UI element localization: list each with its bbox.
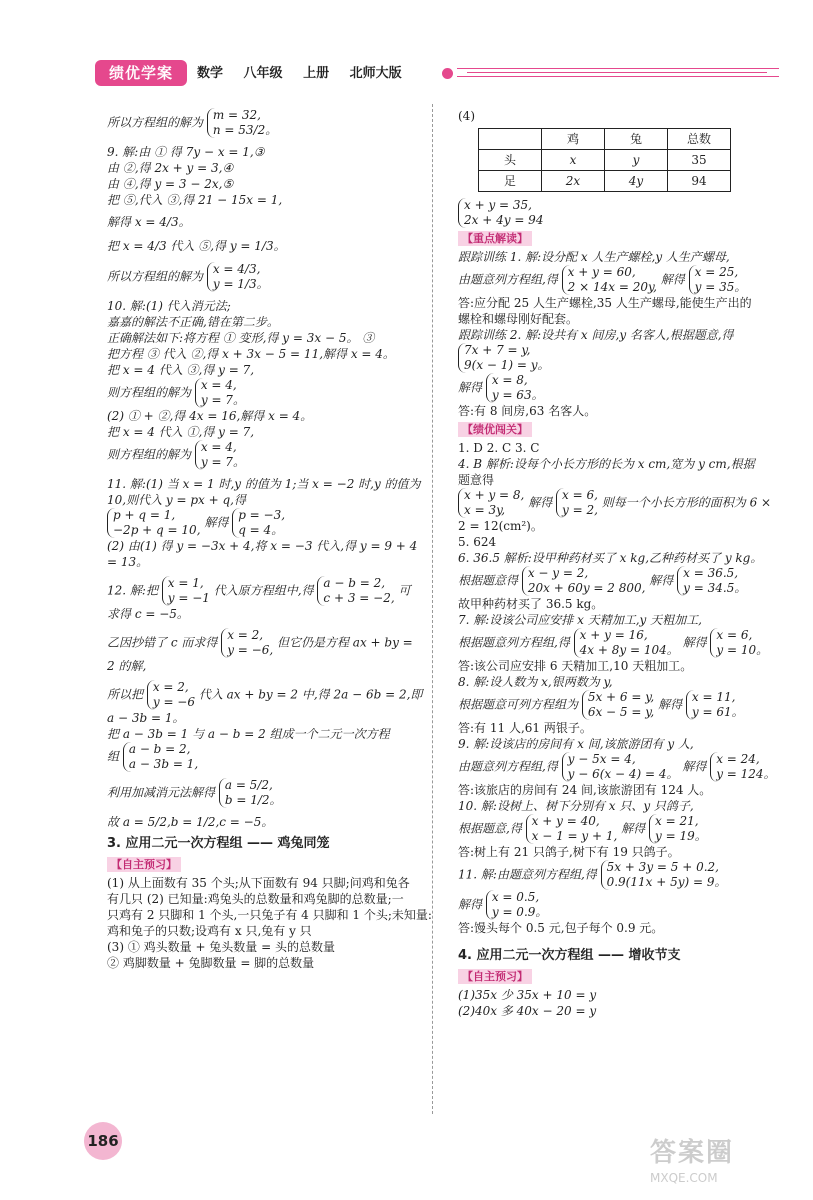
equation: 6x − 5 = y, — [587, 705, 655, 719]
equation: 5x + 6 = y, — [587, 690, 655, 704]
table-cell — [479, 129, 542, 150]
equation-system — [147, 680, 195, 710]
text-span: 利用加减消元法解得 — [107, 785, 216, 800]
text-span: 则方程组的解为 — [107, 385, 192, 400]
text-line: 把 ⑤,代入 ③,得 21 − 15x = 1, — [107, 193, 283, 207]
equation: x + y = 60, — [567, 265, 636, 279]
text-line — [458, 566, 780, 596]
section-title: 3. 应用二元一次方程组 —— 鸡兔同笼 — [107, 836, 330, 851]
equation-system — [486, 373, 544, 403]
text-line: (2) 由(1) 得 y = −3x + 4,将 x = −3 代入,得 y = 9 + 4 — [107, 539, 418, 553]
text-line — [107, 628, 425, 658]
equation: x = 2, — [152, 680, 189, 694]
equation-system — [677, 566, 746, 596]
table-row — [479, 129, 731, 150]
table-cell: 鸡 — [542, 129, 605, 150]
equation: x + y = 40, — [531, 814, 600, 828]
page-number: 186 — [84, 1122, 122, 1160]
text-line: 2 的解, — [107, 659, 147, 673]
text-span: 根据题意列方程组,得 — [458, 635, 570, 650]
text-line: 2 = 12(cm²)。 — [458, 519, 543, 533]
equation: y = 63。 — [491, 388, 544, 402]
text-span: 根据题意得 — [458, 573, 519, 588]
text-line: (3) ① 鸡头数量 + 兔头数量 = 头的总数量 — [107, 940, 335, 954]
text-line: 11. 解:(1) 当 x = 1 时,y 的值为 1;当 x = −2 时,y 的值为 — [107, 477, 421, 491]
text-line: (1) 从上面数有 35 个头;从下面数有 94 只脚;问鸡和兔各 — [107, 876, 410, 890]
text-line: 4. B 解析:设每个小长方形的长为 x cm,宽为 y cm,根据 — [458, 457, 755, 471]
equation: x = 6, — [716, 628, 753, 642]
text-line: 答:该公司应安排 6 天精加工,10 天粗加工。 — [458, 659, 693, 673]
text-span: 根据题意可列方程组为 — [458, 697, 579, 712]
challenge-tag: 【绩优闯关】 — [458, 422, 532, 437]
equation: x = 11, — [691, 690, 736, 704]
brand-logo: 绩优学案 — [95, 60, 187, 86]
text-span: 解得 — [621, 821, 646, 836]
text-line — [458, 814, 780, 844]
table-cell: 2x — [542, 171, 605, 192]
equation: a − b = 2, — [128, 742, 191, 756]
equation: x + y = 16, — [579, 628, 648, 642]
table-cell: 头 — [479, 150, 542, 171]
equation: 20x + 60y = 2 800, — [527, 581, 646, 595]
table-cell: 总数 — [668, 129, 731, 150]
right-column — [458, 108, 780, 1019]
text-line: 7. 解:设该公司应安排 x 天精加工,y 天粗加工, — [458, 613, 702, 627]
table-cell: 94 — [668, 171, 731, 192]
equation-system — [207, 108, 277, 138]
table-row — [479, 171, 731, 192]
text-line: 把 x = 4 代入 ③,得 y = 7, — [107, 363, 255, 377]
text-line — [458, 198, 780, 228]
equation: x = 4, — [200, 378, 237, 392]
equation-system — [221, 628, 273, 658]
text-line: = 13。 — [107, 555, 149, 569]
equation-system — [526, 814, 618, 844]
text-line: 把 x = 4 代入 ①,得 y = 7, — [107, 425, 255, 439]
text-span: 解得 — [649, 573, 674, 588]
text-line — [107, 440, 425, 470]
text-line: 有几只 (2) 已知量:鸡兔头的总数量和鸡兔脚的总数量;一 — [107, 892, 404, 906]
text-line: (1)35x 少 35x + 10 = y — [458, 988, 597, 1002]
equation-system — [123, 742, 198, 772]
equation-system — [458, 488, 524, 518]
text-line: 解得 x = 4/3。 — [107, 215, 191, 229]
equation: x = 3y, — [464, 503, 506, 517]
text-span: 解得 — [458, 897, 483, 912]
table-cell: 兔 — [605, 129, 668, 150]
table-cell: x — [542, 150, 605, 171]
text-line: 鸡和兔子的只数;设鸡有 x 只,兔有 y 只 — [107, 924, 312, 938]
equation: y = 35。 — [694, 280, 747, 294]
grade-label: 八年级 — [243, 66, 283, 81]
text-line: 答:有 11 人,61 两银子。 — [458, 721, 592, 735]
equation: y = 1/3。 — [212, 277, 269, 291]
text-span: 根据题意,得 — [458, 821, 522, 836]
text-span: 解得 — [204, 515, 229, 530]
text-line — [458, 690, 780, 720]
table-cell: 4y — [605, 171, 668, 192]
text-line: 答:树上有 21 只鸽子,树下有 19 只鸽子。 — [458, 845, 680, 859]
text-line: 9. 解:由 ① 得 7y − x = 1,③ — [107, 145, 265, 159]
equation-system — [219, 778, 282, 808]
text-span: 乙因抄错了 c 而求得 — [107, 635, 218, 650]
text-span: 由题意列方程组,得 — [458, 759, 558, 774]
text-span: 解得 — [658, 697, 683, 712]
text-line: 题意得 — [458, 473, 495, 487]
equation: a − b = 2, — [323, 576, 386, 590]
equation: x = 21, — [655, 814, 699, 828]
text-line: 答:有 8 间房,63 名客人。 — [458, 404, 597, 418]
watermark-logo — [650, 1132, 800, 1192]
equation: y = −6 — [152, 695, 195, 709]
text-span: 由题意列方程组,得 — [458, 272, 558, 287]
watermark-text: 答案圈 — [650, 1138, 735, 1168]
equation: c + 3 = −2, — [323, 591, 395, 605]
equation: x = 8, — [491, 373, 528, 387]
text-span: 11. 解:由题意列方程组,得 — [458, 867, 597, 882]
text-line — [107, 742, 425, 772]
text-line — [458, 265, 780, 295]
equation: y = −1 — [167, 591, 210, 605]
equation: y = 7。 — [200, 393, 245, 407]
text-span: 解得 — [682, 635, 707, 650]
header-divider — [457, 76, 779, 77]
text-line: 故甲种药材买了 36.5 kg。 — [458, 597, 604, 611]
equation: 9(x − 1) = y。 — [464, 358, 550, 372]
equation-system — [458, 198, 543, 228]
equation: m = 32, — [212, 108, 261, 122]
text-line: 把 x = 4/3 代入 ⑤,得 y = 1/3。 — [107, 239, 286, 253]
text-line — [107, 576, 425, 606]
text-line — [458, 752, 780, 782]
equation: x = 2, — [227, 628, 264, 642]
text-line — [458, 343, 780, 373]
table-cell: y — [605, 150, 668, 171]
equation: x = 1, — [167, 576, 204, 590]
equation: 4x + 8y = 104。 — [579, 643, 679, 657]
equation-system — [107, 508, 201, 538]
equation: −2p + q = 10, — [113, 523, 201, 537]
text-line: 8. 解:设人数为 x,银两数为 y, — [458, 675, 613, 689]
text-line: (4) — [458, 109, 475, 123]
text-line: 由 ④,得 y = 3 − 2x,⑤ — [107, 177, 234, 191]
equation: y = 2, — [562, 503, 598, 517]
equation-system — [195, 378, 245, 408]
preview-tag: 【自主预习】 — [107, 857, 181, 872]
text-span: 代入 ax + by = 2 中,得 2a − 6b = 2,即 — [198, 687, 423, 702]
text-line: 把 a − 3b = 1 与 a − b = 2 组成一个二元一次方程 — [107, 727, 390, 741]
text-line: 求得 c = −5。 — [107, 607, 189, 621]
text-line: 9. 解:设该店的房间有 x 间,该旅游团有 y 人, — [458, 737, 694, 751]
equation: x = 0.5, — [491, 890, 540, 904]
text-line: 答:应分配 25 人生产螺栓,35 人生产螺母,能使生产出的 — [458, 296, 752, 310]
text-line: 10. 解:设树上、树下分别有 x 只、y 只鸽子, — [458, 799, 694, 813]
text-line — [458, 373, 780, 403]
text-line: ② 鸡脚数量 + 兔脚数量 = 脚的总数量 — [107, 956, 315, 970]
text-line — [107, 680, 425, 710]
text-span: 解得 — [682, 759, 707, 774]
text-line — [107, 778, 425, 808]
text-line: (2) ① + ②,得 4x = 16,解得 x = 4。 — [107, 409, 313, 423]
equation-system — [582, 690, 654, 720]
text-line: 跟踪训练 1. 解:设分配 x 人生产螺栓,y 人生产螺母, — [458, 250, 730, 264]
equation: p + q = 1, — [113, 508, 176, 522]
header-divider — [467, 72, 767, 73]
left-column — [107, 108, 432, 971]
text-line: 答:该旅店的房间有 24 间,该旅游团有 124 人。 — [458, 783, 712, 797]
text-line — [458, 860, 780, 890]
text-span: 12. 解:把 — [107, 583, 158, 598]
header-dot-icon — [442, 68, 453, 79]
text-span: 所以方程组的解为 — [107, 115, 204, 130]
equation: x = 24, — [716, 752, 760, 766]
equation: y − 5x = 4, — [567, 752, 636, 766]
text-line: 5. 624 — [458, 535, 497, 549]
text-line: 跟踪训练 2. 解:设共有 x 间房,y 名客人,根据题意,得 — [458, 328, 734, 342]
equation: a − 3b = 1, — [128, 757, 199, 771]
equation: y − 6(x − 4) = 4。 — [567, 767, 679, 781]
text-line — [458, 890, 780, 920]
equation: y = 19。 — [655, 829, 707, 843]
equation-system — [649, 814, 707, 844]
text-span: 解得 — [528, 495, 553, 510]
equation: x − 1 = y + 1, — [531, 829, 618, 843]
text-line: 由 ②,得 2x + y = 3,④ — [107, 161, 234, 175]
text-line — [458, 488, 780, 518]
equation-system — [486, 890, 548, 920]
equation: n = 53/2。 — [212, 123, 278, 137]
text-span: 则方程组的解为 — [107, 447, 192, 462]
equation-system — [562, 752, 679, 782]
equation: b = 1/2。 — [224, 793, 282, 807]
preview-tag: 【自主预习】 — [458, 969, 532, 984]
equation-system — [710, 752, 775, 782]
equation: y = 0.9。 — [491, 905, 548, 919]
volume-label: 上册 — [303, 66, 330, 81]
text-line — [458, 628, 780, 658]
text-line: 10,则代入 y = px + q,得 — [107, 493, 246, 507]
equation: x + y = 35, — [464, 198, 532, 212]
equation: x = 6, — [562, 488, 598, 502]
edition-label: 北师大版 — [349, 66, 402, 81]
text-span: 组 — [107, 749, 120, 764]
equation-system — [162, 576, 210, 606]
text-span: 解得 — [458, 380, 483, 395]
equation: 7x + 7 = y, — [464, 343, 531, 357]
text-line: a − 3b = 1。 — [107, 711, 185, 725]
equation-system — [522, 566, 646, 596]
text-line: 故 a = 5/2,b = 1/2,c = −5。 — [107, 815, 274, 829]
equation-system — [562, 265, 657, 295]
text-span: 则每一个小长方形的面积为 6 × — [601, 495, 772, 510]
text-line: 嘉嘉的解法不正确,错在第二步。 — [107, 315, 279, 329]
header-divider — [457, 68, 779, 69]
equation: p = −3, — [238, 508, 286, 522]
subject-label: 数学 — [197, 66, 224, 81]
equation: y = 34.5。 — [683, 581, 747, 595]
text-line — [107, 108, 425, 138]
table-cell: 35 — [668, 150, 731, 171]
equation: 0.9(11x + 5y) = 9。 — [606, 875, 727, 889]
text-line — [107, 378, 425, 408]
table-row — [479, 150, 731, 171]
section-title: 4. 应用二元一次方程组 —— 增收节支 — [458, 948, 681, 963]
equation: y = 7。 — [200, 455, 245, 469]
equation-system — [574, 628, 679, 658]
text-span: 可 — [398, 583, 411, 598]
text-span: 所以把 — [107, 687, 144, 702]
equation: y = −6, — [227, 643, 274, 657]
equation-system — [710, 628, 768, 658]
text-span: 所以方程组的解为 — [107, 269, 204, 284]
equation: x = 4/3, — [212, 262, 261, 276]
table-cell: 足 — [479, 171, 542, 192]
equation: y = 124。 — [716, 767, 776, 781]
equation-system — [195, 440, 245, 470]
equation: x = 36.5, — [683, 566, 739, 580]
chicken-rabbit-table — [478, 128, 731, 192]
page-header — [95, 60, 785, 90]
equation: a = 5/2, — [224, 778, 273, 792]
text-line: 答:馒头每个 0.5 元,包子每个 0.9 元。 — [458, 921, 664, 935]
key-points-tag: 【重点解读】 — [458, 231, 532, 246]
equation-system — [601, 860, 727, 890]
text-line — [107, 508, 425, 538]
equation-system — [207, 262, 269, 292]
equation-system — [232, 508, 285, 538]
text-span: 解得 — [660, 272, 685, 287]
equation: 5x + 3y = 5 + 0.2, — [606, 860, 719, 874]
equation: x = 4, — [200, 440, 237, 454]
text-line: 10. 解:(1) 代入消元法; — [107, 299, 231, 313]
equation-system — [686, 690, 744, 720]
text-span: 但它仍是方程 ax + by = — [276, 635, 413, 650]
equation: x = 25, — [694, 265, 739, 279]
watermark-url: MXQE.COM — [650, 1171, 718, 1185]
equation: 2x + 4y = 94 — [464, 213, 544, 227]
equation: q = 4。 — [238, 523, 284, 537]
text-line: 正确解法如下:将方程 ① 变形,得 y = 3x − 5。 ③ — [107, 331, 375, 345]
book-info — [197, 62, 418, 81]
equation-system — [689, 265, 747, 295]
column-divider — [432, 104, 433, 1114]
text-line: 把方程 ③ 代入 ②,得 x + 3x − 5 = 11,解得 x = 4。 — [107, 347, 395, 361]
equation-system — [458, 343, 550, 373]
equation: x + y = 8, — [464, 488, 525, 502]
equation-system — [317, 576, 394, 606]
equation-system — [556, 488, 598, 518]
text-line — [107, 262, 425, 292]
text-line: 1. D 2. C 3. C — [458, 441, 540, 455]
text-line: 只鸡有 2 只脚和 1 个头,一只兔子有 4 只脚和 1 个头;未知量: — [107, 908, 432, 922]
equation: 2 × 14x = 20y, — [567, 280, 657, 294]
text-line: 螺栓和螺母刚好配套。 — [458, 312, 579, 326]
text-line: 6. 36.5 解析:设甲种药材买了 x kg,乙种药材买了 y kg。 — [458, 551, 763, 565]
equation: y = 10。 — [716, 643, 769, 657]
equation: y = 61。 — [691, 705, 744, 719]
equation: x − y = 2, — [527, 566, 589, 580]
text-line: (2)40x 多 40x − 20 = y — [458, 1004, 597, 1018]
text-span: 代入原方程组中,得 — [213, 583, 314, 598]
